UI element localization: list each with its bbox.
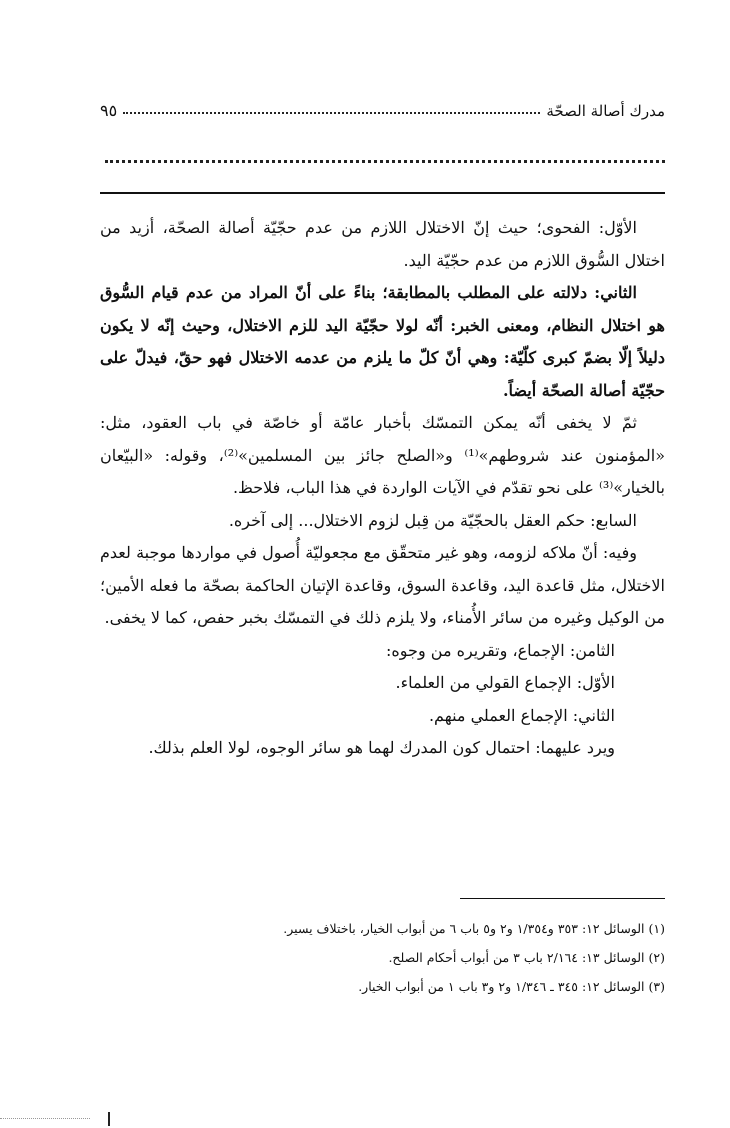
paragraph-eighth-first: الأوّل: الإجماع القولي من العلماء. bbox=[395, 673, 615, 692]
paragraph-seventh-argument: السابع: حكم العقل بالحجّيّة من قِبل لزوم الاختلال... إلى آخره. bbox=[228, 510, 637, 530]
paragraph-first-reason: الأوّل: الفحوى؛ حيث إنّ الاختلال اللازم من عدم حجّيّة أصالة الصحّة، أزيد من اختلال السُّوق اللازم من عدم حجّيّة اليد. bbox=[100, 218, 665, 270]
paragraph-eighth-second: الثاني: الإجماع العملي منهم. bbox=[428, 705, 615, 725]
footnote-1: (١) الوسائل ١٢: ٣٥٣ و١/٣٥٤ و٢ و٥ باب ٦ من أبواب الخيار، باختلاف يسير. bbox=[283, 921, 665, 936]
paragraph-seventh-response: وفيه: أنّ ملاكه لزومه، وهو غير متحقّق مع مجعوليّة أُصول في مواردها موجبة لعدم الاختلال، مثل قاعدة اليد، وقاعدة السوق، وقاعدة الإتيان الحاكمة بصحّة ما فعله الأمين؛ من الوكيل وغيره من سائر الأُمناء، ولا يلزم ذلك في التمسّك بخبر حفص، كما لا يخفى. bbox=[100, 543, 665, 627]
paragraph-eighth-response: ويرد عليهما: احتمال كون المدرك لهما هو سائر الوجوه، لولا العلم بذلك. bbox=[148, 738, 615, 757]
footnote-rule bbox=[460, 898, 665, 899]
footnotes bbox=[100, 914, 665, 1001]
footnote-2: (٢) الوسائل ١٣: ٢/١٦٤ باب ٣ من أبواب أحكام الصلح. bbox=[388, 950, 665, 965]
running-head-leader-dots bbox=[123, 112, 540, 114]
scan-edge-dots bbox=[0, 1118, 90, 1119]
footnote-3: (٣) الوسائل ١٢: ٣٤٥ ـ ١/٣٤٦ و٢ و٣ باب ١ من أبواب الخيار. bbox=[358, 979, 665, 994]
paragraph-general-narrations: ثمّ لا يخفى أنّه يمكن التمسّك بأخبار عامّة أو خاصّة في باب العقود، مثل: «المؤمنون عند شروطهم»⁽¹⁾ و«الصلح جائز بين المسلمين»⁽²⁾، وقوله: «البيّعان بالخيار»⁽³⁾ على نحو تقدّم في الآيات الواردة في هذا الباب، فلاحظ. bbox=[100, 413, 666, 497]
scan-edge-mark bbox=[108, 1112, 110, 1126]
main-text bbox=[100, 212, 665, 765]
dotted-separator bbox=[105, 150, 665, 163]
running-head-title: مدرك أصالة الصحّة bbox=[546, 102, 665, 120]
header-rule bbox=[100, 192, 665, 194]
paragraph-eighth-argument: الثامن: الإجماع، وتقريره من وجوه: bbox=[386, 640, 615, 660]
paragraph-second-reason: الثاني: دلالته على المطلب بالمطابقة؛ بناءً على أنّ المراد من عدم قيام السُّوق هو اختلال النظام، ومعنى الخبر: أنّه لولا حجّيّة اليد للزم الاختلال، وحيث إنّه لا يكون دليلاً إلّا بضمّ كبرى كلّيّة: وهي أنّ كلّ ما يلزم من عدمه الاختلال فهو حقّ، فيدلّ على حجّيّة أصالة الصحّة أيضاً. bbox=[100, 283, 665, 400]
page-number: ٩٥ bbox=[100, 101, 118, 120]
running-head bbox=[100, 92, 665, 120]
